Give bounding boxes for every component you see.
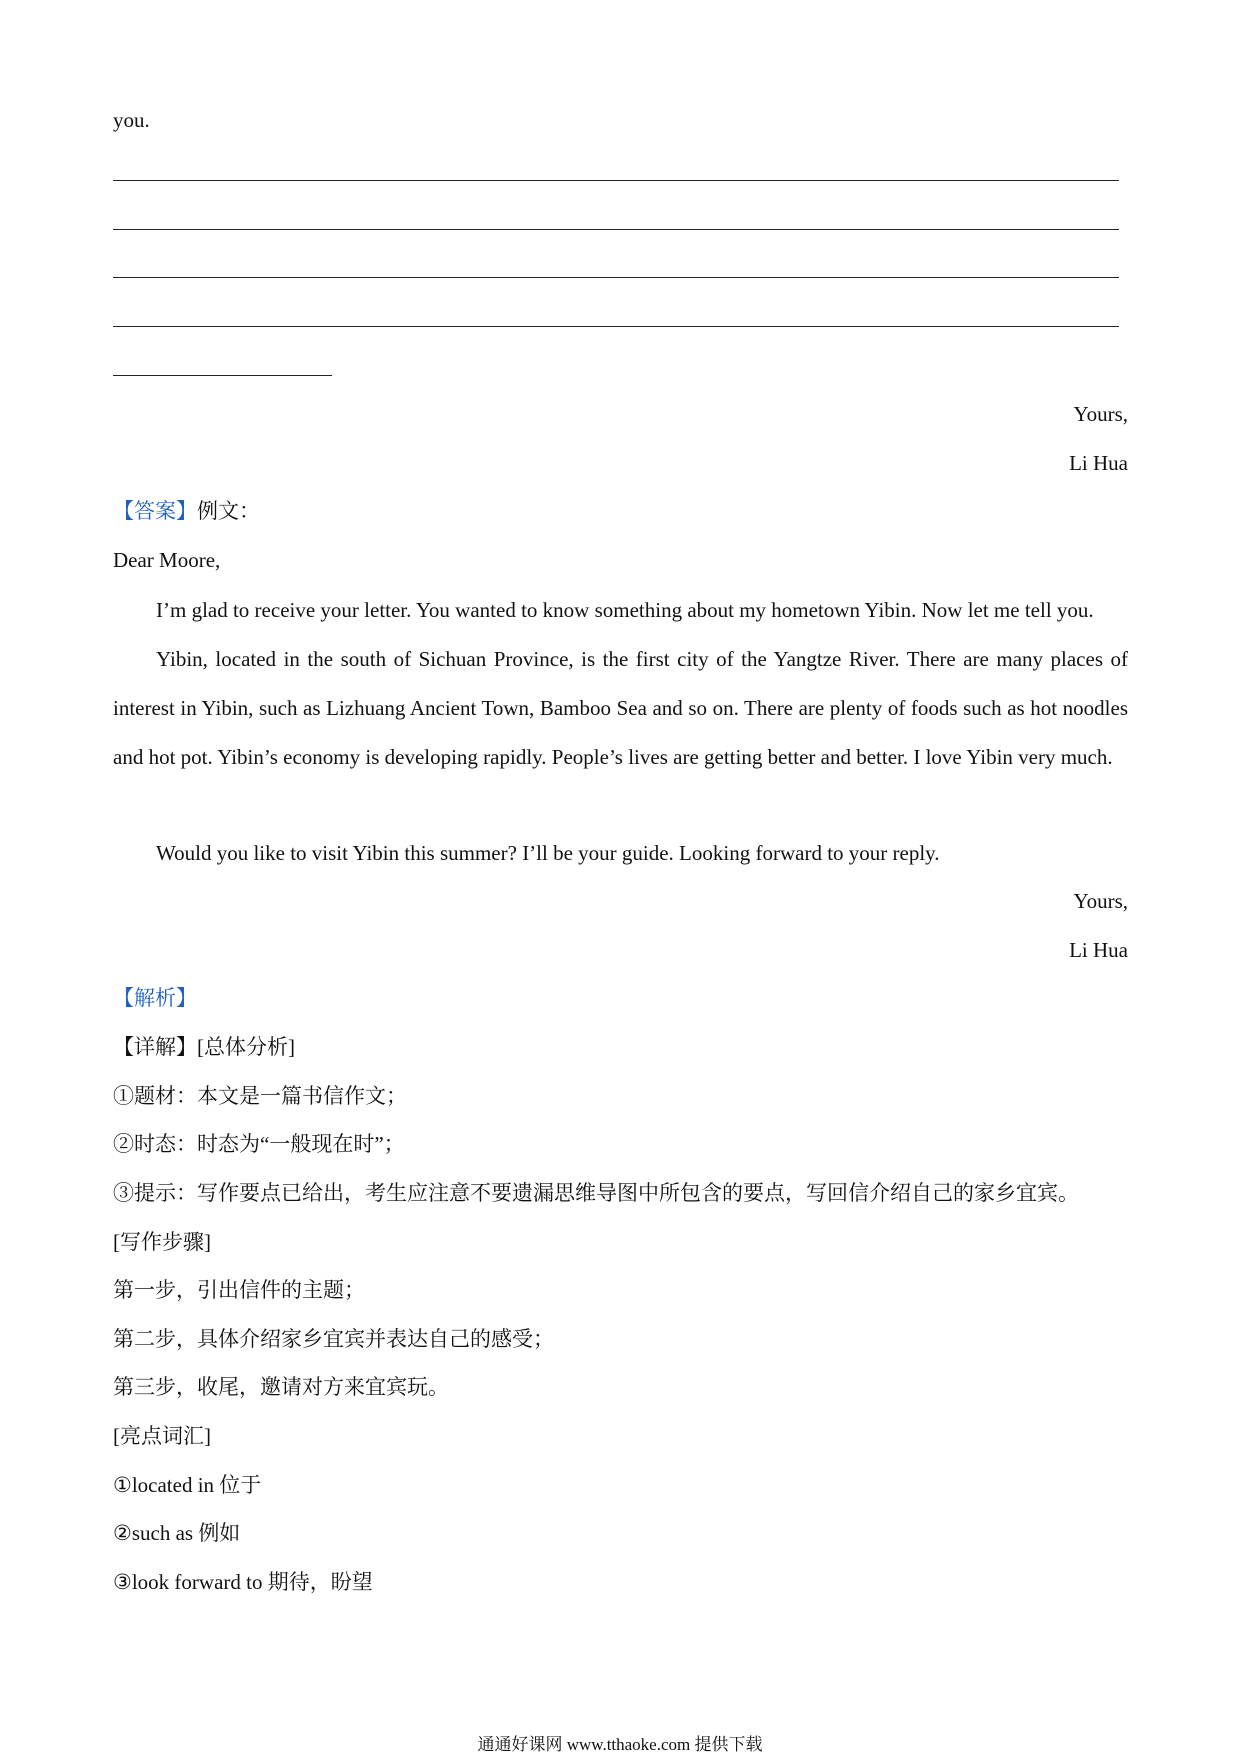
- prompt-closing: Yours,: [1073, 402, 1128, 426]
- letter-greeting: Dear Moore,: [113, 548, 221, 572]
- detail-heading: [113, 1033, 295, 1061]
- vocab-item-2: ②such as 例如: [113, 1521, 241, 1545]
- writing-line: [113, 277, 1119, 278]
- letter-paragraph-3: Would you like to visit Yibin this summer? I’ll be your guide. Looking forward to your reply.: [156, 841, 940, 865]
- step-3: 第三步，收尾，邀请对方来宜宾玩。: [113, 1375, 449, 1399]
- letter-paragraph-2: Yibin, located in the south of Sichuan Province, is the first city of the Yangtze River. There are many places of interest in Yibin, such as Lizhuang Ancient Town, Bamboo Sea and so on. There are plenty of foods such as hot noodles and hot pot. Yibin’s economy is developing rapidly. People’s lives are getting better and better. I love Yibin very much.: [113, 647, 1128, 769]
- answer-tag: 【答案】: [113, 499, 197, 523]
- continued-text: you.: [113, 108, 150, 132]
- letter-paragraph-1: I’m glad to receive your letter. You wanted to know something about my hometown Yibin. Now let me tell you.: [156, 598, 1094, 622]
- overall-item-2: ②时态：时态为“一般现在时”；: [113, 1132, 405, 1156]
- step-2: 第二步，具体介绍家乡宜宾并表达自己的感受；: [113, 1327, 554, 1351]
- vocab-heading: [亮点词汇]: [113, 1424, 211, 1448]
- writing-line-short: [113, 375, 332, 376]
- page-footer: 通通好课网 www.tthaoke.com 提供下载: [477, 1735, 763, 1754]
- vocab-item-1: ①located in 位于: [113, 1473, 262, 1497]
- overall-item-3: ③提示：写作要点已给出，考生应注意不要遗漏思维导图中所包含的要点，写回信介绍自己的家乡宜宾。: [113, 1181, 1079, 1205]
- writing-line: [113, 326, 1119, 327]
- answer-label: 例文：: [197, 499, 260, 523]
- step-1: 第一步，引出信件的主题；: [113, 1278, 365, 1302]
- prompt-signature: Li Hua: [1069, 451, 1128, 475]
- answer-heading: [113, 497, 260, 525]
- overall-heading: [总体分析]: [197, 1035, 295, 1059]
- vocab-item-3: ③look forward to 期待，盼望: [113, 1570, 373, 1594]
- detail-tag: 【详解】: [113, 1035, 197, 1059]
- writing-line: [113, 229, 1119, 230]
- analysis-tag: 【解析】: [113, 986, 197, 1010]
- letter-signature: Li Hua: [1069, 938, 1128, 962]
- steps-heading: [写作步骤]: [113, 1230, 211, 1254]
- overall-item-1: ①题材：本文是一篇书信作文；: [113, 1084, 407, 1108]
- writing-line: [113, 180, 1119, 181]
- letter-closing: Yours,: [1073, 889, 1128, 913]
